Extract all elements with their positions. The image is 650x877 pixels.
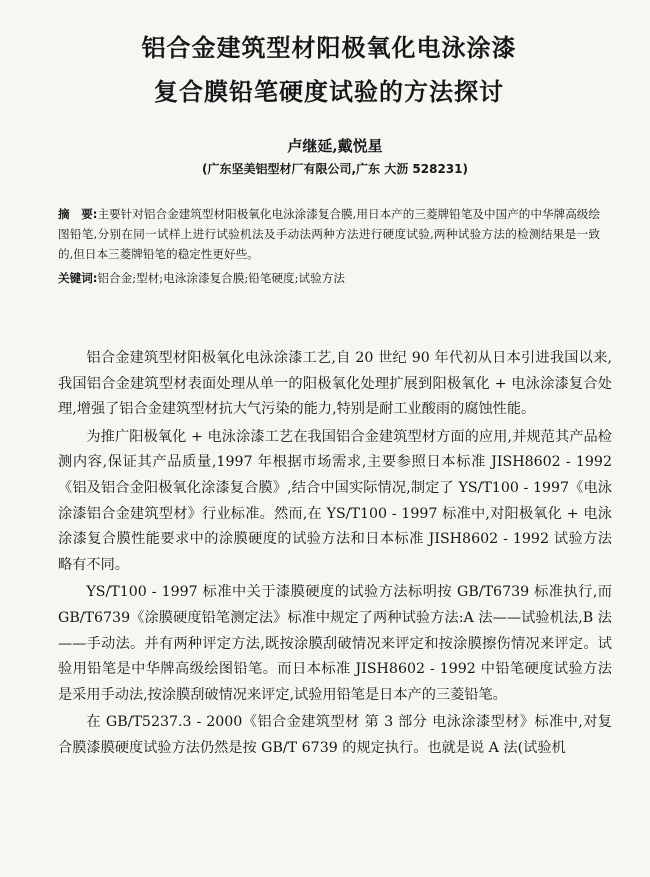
keywords: [58, 268, 612, 288]
abstract-text: 主要针对铝合金建筑型材阳极氧化电泳涂漆复合膜,用日本产的三菱牌铅笔及中国产的中华牌高级绘图铅笔,分别在同一试样上进行试验机法及手动法两种方法进行硬度试验,两种试验方法的检测结果是一致的,但日本三菱牌铅笔的稳定性更好些。: [58, 207, 600, 261]
paragraph: 铝合金建筑型材阳极氧化电泳涂漆工艺,自 20 世纪 90 年代初从日本引进我国以来,我国铝合金建筑型材表面处理从单一的阳极氧化处理扩展到阳极氧化 + 电泳涂漆复合处理,增强了铝合金建筑型材抗大气污染的能力,特别是耐工业酸雨的腐蚀性能。: [58, 350, 612, 418]
keywords-text: 铝合金;型材;电泳涂漆复合膜;铅笔硬度;试验方法: [97, 271, 345, 285]
paragraph: 为推广阳极氧化 + 电泳涂漆工艺在我国铝合金建筑型材方面的应用,并规范其产品检测内容,保证其产品质量,1997 年根据市场需求,主要参照日本标准 JISH8602 - 1992《铝及铝合金阳极氧化涂漆复合膜》,结合中国实际情况,制定了 YS/T100 - 1997《电泳涂漆铝合金建筑型材》行业标准。然而,在 YS/T100 - 1997 标准中,对阳极氧化 + 电泳涂漆复合膜性能要求中的涂膜硬度的试验方法和日本标准 JISH8602 - 1992 试验方法略有不同。: [58, 428, 612, 573]
paragraph: 在 GB/T5237.3 - 2000《铝合金建筑型材 第 3 部分 电泳涂漆型材》标准中,对复合膜漆膜硬度试验方法仍然是按 GB/T 6739 的规定执行。也就是说 A 法(试验机: [58, 714, 612, 756]
title-line-2: 复合膜铅笔硬度试验的方法探讨: [154, 78, 504, 106]
body-text: [58, 346, 612, 762]
affiliation: (广东坚美铝型材厂有限公司,广东 大沥 528231): [202, 162, 468, 176]
paragraph: YS/T100 - 1997 标准中关于漆膜硬度的试验方法标明按 GB/T6739 标准执行,而 GB/T6739《涂膜硬度铅笔测定法》标准中规定了两种试验方法:A 法——试验机法,B 法——手动法。并有两种评定方法,既按涂膜刮破情况来评定和按涂膜擦伤情况来评定。试验用铅笔是中华牌高级绘图铅笔。而日本标准 JISH8602 - 1992 中铅笔硬度试验方法是采用手动法,按涂膜刮破情况来评定,试验用铅笔是日本产的三菱铅笔。: [58, 584, 612, 703]
abstract: [58, 204, 612, 264]
authors: 卢继延,戴悦星: [287, 137, 383, 155]
title-line-1: 铝合金建筑型材阳极氧化电泳涂漆: [141, 34, 517, 62]
paper-title: [44, 0, 614, 114]
keywords-label: 关键词:: [58, 271, 98, 285]
abstract-label: 摘 要:: [58, 207, 98, 221]
